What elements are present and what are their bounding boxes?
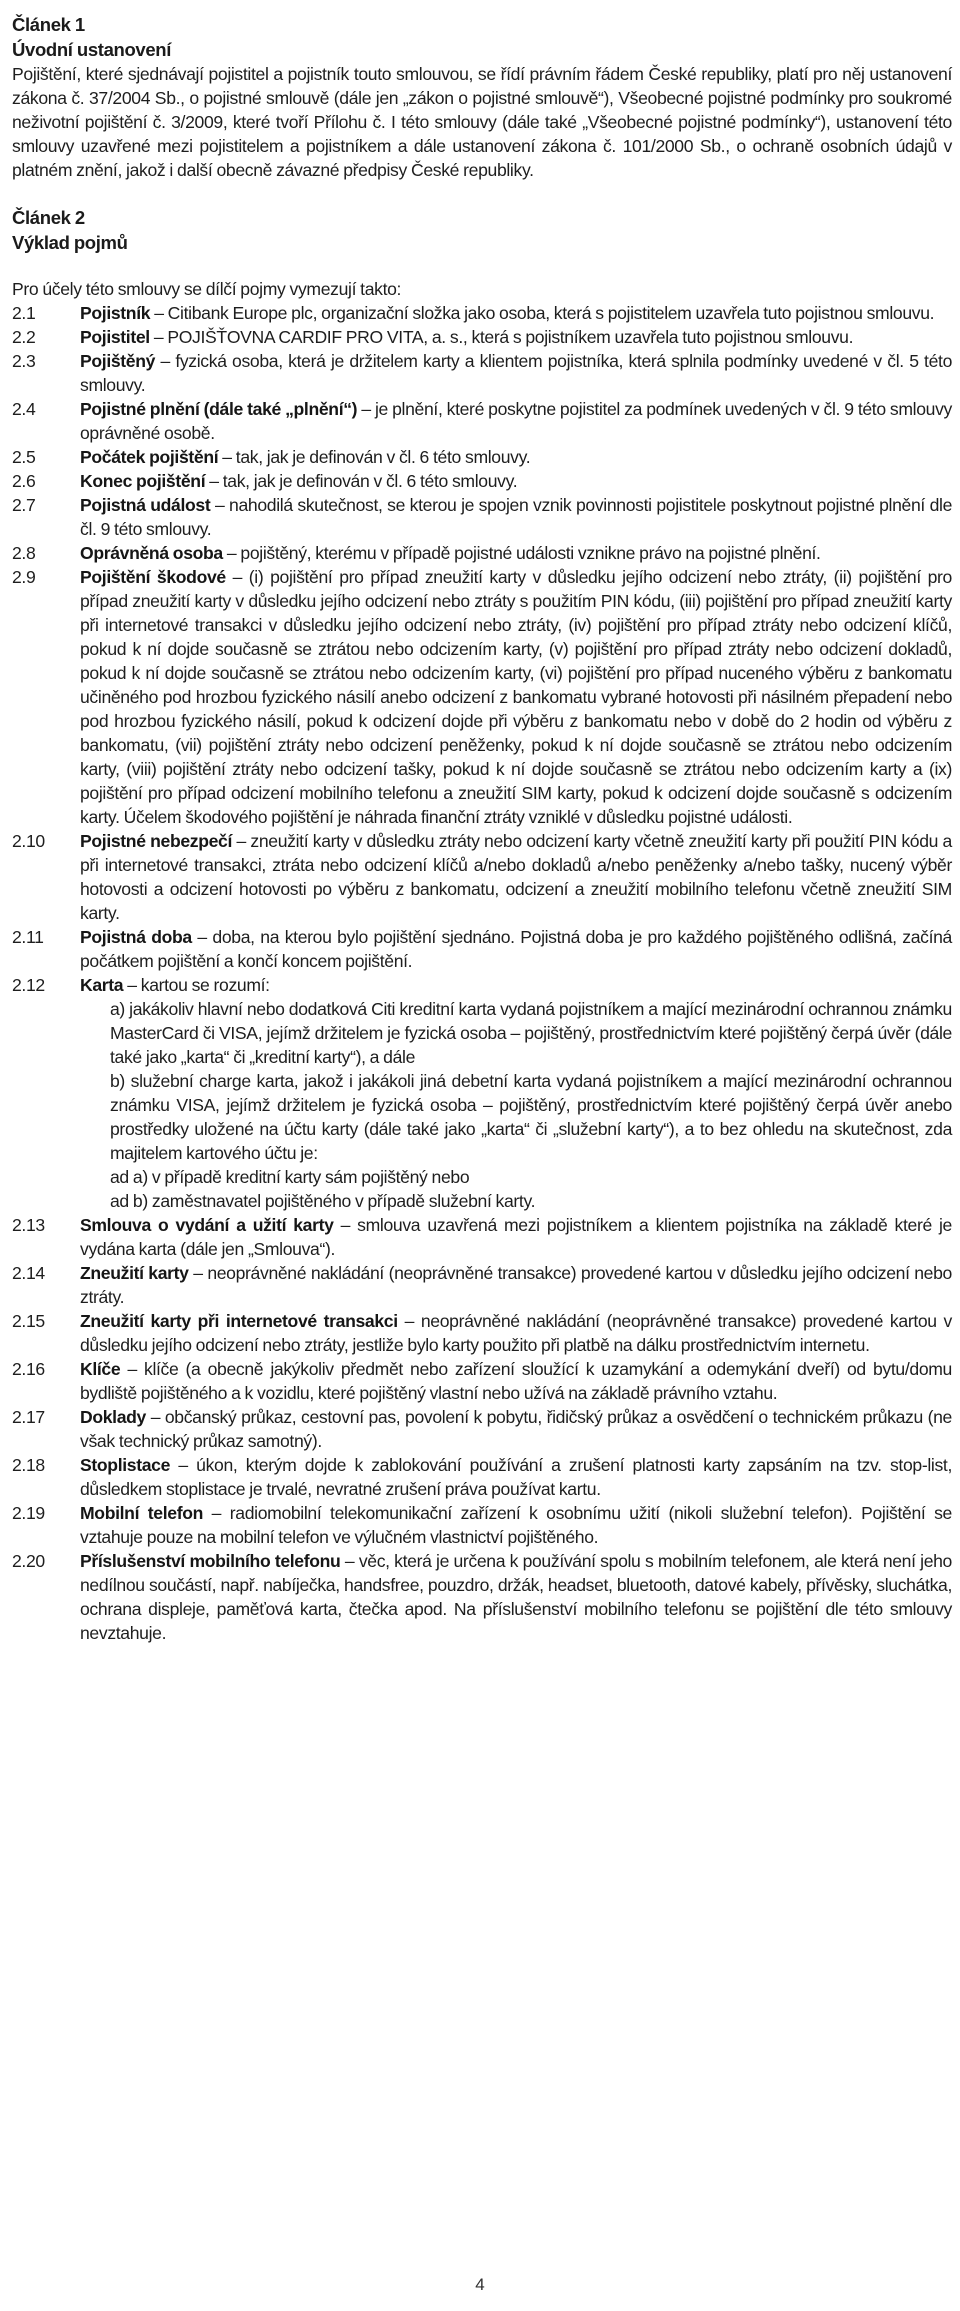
definition-term: Pojištěný xyxy=(80,351,156,371)
definition-text: – Citibank Europe plc, organizační složka jako osoba, která s pojistitelem uzavřela tuto pojistnou smlouvu. xyxy=(150,303,935,323)
article-2-title: Článek 2 xyxy=(12,207,85,228)
definition-number: 2.12 xyxy=(12,975,45,995)
definition-item xyxy=(12,493,952,541)
definition-text: – úkon, kterým dojde k zablokování používání a zrušení platnosti karty zapsáním na tzv. stop-list, důsledkem stoplistace je trvalé, nevratné zrušení práva používat kartu. xyxy=(80,1455,952,1499)
definition-text: – POJIŠŤOVNA CARDIF PRO VITA, a. s., která s pojistníkem uzavřela tuto pojistnou smlouvu. xyxy=(149,327,854,347)
definition-item xyxy=(12,829,952,925)
definition-number: 2.17 xyxy=(12,1407,45,1427)
definition-body xyxy=(80,469,952,493)
definition-body xyxy=(80,1213,952,1261)
definition-item xyxy=(12,301,952,325)
definition-number: 2.5 xyxy=(12,447,36,467)
page-number: 4 xyxy=(475,2275,485,2294)
definition-number: 2.19 xyxy=(12,1503,45,1523)
article-1-text: Pojištění, které sjednávají pojistitel a pojistník touto smlouvou, se řídí právním řádem České republiky, platí pro něj ustanovení zákona č. 37/2004 Sb., o pojistné smlouvě (dále jen „zákon o pojistné smlouvě“), Všeobecné pojistné podmínky pro soukromé neživotní pojištění č. 3/2009, které tvoří Přílohu č. I této smlouvy (dále také „Všeobecné pojistné podmínky“), ustanovení této smlouvy uzavřené mezi pojistitelem a pojistníkem a dále ustanovení zákona č. 101/2000 Sb., o ochraně osobních údajů v platném znění, jakož i další obecně závazné předpisy České republiky. xyxy=(12,64,952,180)
definition-body xyxy=(80,1261,952,1309)
definition-number: 2.13 xyxy=(12,1215,45,1235)
definition-term: Pojistná událost xyxy=(80,495,211,515)
definition-body xyxy=(80,325,952,349)
definition-term: Počátek pojištění xyxy=(80,447,219,467)
definition-number: 2.1 xyxy=(12,303,36,323)
definition-item xyxy=(12,469,952,493)
definition-text: – občanský průkaz, cestovní pas, povolení k pobytu, řidičský průkaz a osvědčení o technickém průkazu (ne však technický průkaz samotný). xyxy=(80,1407,952,1451)
definition-term: Pojistné plnění (dále také „plnění“) xyxy=(80,399,358,419)
definition-body xyxy=(80,445,952,469)
definition-number: 2.14 xyxy=(12,1263,45,1283)
definition-text: – věc, která je určena k používání spolu s mobilním telefonem, ale která není jeho nedílnou součástí, např. nabíječka, handsfree, pouzdro, držák, headset, bluetooth, datové kabely, přívěsky, sluchátka, ochrana displeje, paměťová karta, čtečka apod. Na příslušenství mobilního telefonu se pojištění dle této smlouvy nevztahuje. xyxy=(80,1551,952,1643)
definition-text: – klíče (a obecně jakýkoliv předmět nebo zařízení sloužící k uzamykání a odemykání dveří) od bytu/domu bydliště pojištěného a k vozidlu, které pojištěný vlastní nebo užívá na základě právního vztahu. xyxy=(80,1359,952,1403)
article-2-intro: Pro účely této smlouvy se dílčí pojmy vymezují takto: xyxy=(12,279,402,299)
definition-item xyxy=(12,565,952,829)
definition-body xyxy=(80,1309,952,1357)
definition-body xyxy=(80,301,952,325)
karta-item-a: a) jakákoliv hlavní nebo dodatková Citi kreditní karta vydaná pojistníkem a mající mezinárodní ochrannou známku MasterCard či VISA, jejímž držitelem je fyzická osoba – pojištěný, prostřednictvím které pojištěný čerpá úvěr (dále také jako „karta“ či „kreditní karty“), a dále xyxy=(110,999,952,1067)
definition-term: Stoplistace xyxy=(80,1455,171,1475)
definition-text: – doba, na kterou bylo pojištění sjednáno. Pojistná doba je pro každého pojištěného odlišná, začíná počátkem pojištění a končí koncem pojištění. xyxy=(80,927,952,971)
definition-body xyxy=(80,397,952,445)
definition-term: Příslušenství mobilního telefonu xyxy=(80,1551,341,1571)
definition-term: Pojistitel xyxy=(80,327,150,347)
definition-text: – radiomobilní telekomunikační zařízení k osobnímu užití (nikoli služební telefon). Pojištění se vztahuje pouze na mobilní telefon ve výlučném vlastnictví pojištěného. xyxy=(80,1503,952,1547)
definition-body xyxy=(80,349,952,397)
definition-text: – pojištěný, kterému v případě pojistné události vznikne právo na pojistné plnění. xyxy=(222,543,821,563)
karta-item-b-b: ad b) zaměstnavatel pojištěného v případě služební karty. xyxy=(110,1191,536,1211)
article-1-title: Článek 1 xyxy=(12,14,85,35)
definition-item xyxy=(12,1357,952,1405)
definition-number: 2.4 xyxy=(12,399,36,419)
definition-body xyxy=(80,541,952,565)
definition-number: 2.11 xyxy=(12,927,44,947)
definition-text: – nahodilá skutečnost, se kterou je spojen vznik povinnosti pojistitele poskytnout pojistné plnění dle čl. 9 této smlouvy. xyxy=(80,495,953,539)
definition-body xyxy=(80,493,952,541)
definition-item xyxy=(12,1453,952,1501)
definition-term: Pojistná doba xyxy=(80,927,192,947)
definition-number: 2.8 xyxy=(12,543,36,563)
definition-body xyxy=(80,1549,952,1645)
definition-number: 2.2 xyxy=(12,327,36,347)
definition-term: Klíče xyxy=(80,1359,121,1379)
definition-body xyxy=(80,1453,952,1501)
definition-item xyxy=(12,1309,952,1357)
definition-term: Pojistník xyxy=(80,303,151,323)
article-2-subtitle: Výklad pojmů xyxy=(12,232,128,253)
definition-item xyxy=(12,1501,952,1549)
definition-body xyxy=(80,1357,952,1405)
definition-body xyxy=(80,925,952,973)
definition-term: Smlouva o vydání a užití karty xyxy=(80,1215,334,1235)
definition-text: – je plnění, které poskytne pojistitel za podmínek uvedených v čl. 9 této smlouvy oprávněné osobě. xyxy=(80,399,952,443)
article-1-subtitle: Úvodní ustanovení xyxy=(12,39,172,60)
definition-item xyxy=(12,1213,952,1261)
document-page xyxy=(12,12,952,1645)
definition-item xyxy=(12,1405,952,1453)
definition-body xyxy=(80,565,952,829)
definition-item xyxy=(12,925,952,973)
definition-number: 2.16 xyxy=(12,1359,45,1379)
definition-text: – kartou se rozumí: xyxy=(123,975,270,995)
definition-text: – neoprávněné nakládání (neoprávněné transakce) provedené kartou v důsledku jejího odcizení nebo ztráty, jestliže bylo karty použito při platbě na dálku prostřednictvím internetu. xyxy=(80,1311,952,1355)
definition-term: Konec pojištění xyxy=(80,471,206,491)
definition-number: 2.20 xyxy=(12,1551,45,1571)
definition-term: Oprávněná osoba xyxy=(80,543,223,563)
definition-item xyxy=(12,1261,952,1309)
definition-number: 2.7 xyxy=(12,495,36,515)
definitions-list xyxy=(12,301,952,1645)
definition-term: Karta xyxy=(80,975,124,995)
definition-item xyxy=(12,541,952,565)
definition-number: 2.3 xyxy=(12,351,36,371)
definition-term: Zneužití karty při internetové transakci xyxy=(80,1311,398,1331)
definition-item-karta xyxy=(12,973,952,997)
definition-term: Pojistné nebezpečí xyxy=(80,831,233,851)
definition-item xyxy=(12,397,952,445)
definition-text: – zneužití karty v důsledku ztráty nebo odcizení karty včetně zneužití karty při použití PIN kódu a při internetové transakci, ztráta nebo odcizení klíčů a/nebo dokladů a/nebo peněženky a/nebo tašky, nucený výběr hotovosti a odcizení hotovosti po výběru z bankomatu, odcizení a zneužití mobilního telefonu včetně zneužití SIM karty. xyxy=(80,831,952,923)
karta-item-b: b) služební charge karta, jakož i jakákoli jiná debetní karta vydaná pojistníkem a mající mezinárodní ochrannou známku VISA, jejímž držitelem je fyzická osoba – pojištěný, prostřednictvím které pojištěný čerpá úvěr anebo prostředky uložené na účtu karty (dále také jako „karta“ či „služební karty“), a to bez ohledu na skutečnost, zda majitelem kartového účtu je: xyxy=(110,1071,952,1163)
definition-term: Mobilní telefon xyxy=(80,1503,203,1523)
definition-item xyxy=(12,1549,952,1645)
definition-text: – tak, jak je definován v čl. 6 této smlouvy. xyxy=(205,471,518,491)
definition-number: 2.15 xyxy=(12,1311,45,1331)
definition-item xyxy=(12,349,952,397)
definition-number: 2.18 xyxy=(12,1455,45,1475)
definition-body xyxy=(80,829,952,925)
karta-item-b-a: ad a) v případě kreditní karty sám pojištěný nebo xyxy=(110,1167,470,1187)
definition-item xyxy=(12,325,952,349)
definition-term: Doklady xyxy=(80,1407,146,1427)
definition-number: 2.9 xyxy=(12,567,36,587)
definition-number: 2.6 xyxy=(12,471,36,491)
definition-text: – neoprávněné nakládání (neoprávněné transakce) provedené kartou v důsledku jejího odcizení nebo ztráty. xyxy=(80,1263,952,1307)
definition-body xyxy=(80,1405,952,1453)
definition-text: – smlouva uzavřená mezi pojistníkem a klientem pojistníka na základě které je vydána karta (dále jen „Smlouva“). xyxy=(80,1215,952,1259)
definition-text: – fyzická osoba, která je držitelem karty a klientem pojistníka, která splnila podmínky uvedené v čl. 5 této smlouvy. xyxy=(80,351,952,395)
definition-body xyxy=(80,1501,952,1549)
definition-body xyxy=(80,973,952,997)
definition-text: – tak, jak je definován v čl. 6 této smlouvy. xyxy=(218,447,531,467)
definition-text: – (i) pojištění pro případ zneužití karty v důsledku jejího odcizení nebo ztráty, (ii) pojištění pro případ zneužití karty v důsledku jejího odcizení nebo ztráty s použitím PIN kódu, (iii) pojištění pro případ zneužití karty při internetové transakci v důsledku jejího odcizení nebo ztráty, (iv) pojištění pro případ ztráty nebo odcizení klíčů, pokud k ní dojde současně se ztrátou nebo odcizením karty, (v) pojištění pro případ ztráty nebo odcizení dokladů, pokud k ní dojde současně se ztrátou nebo odcizením karty, (vi) pojištění pro případ nuceného výběru z bankomatu učiněného pod hrozbou fyzického násilí anebo odcizení z bankomatu vybrané hotovosti při násilném přepadení nebo pod hrozbou fyzického násilí, pokud k odcizení dojde při výběru z bankomatu nebo v době do 2 hodin od výběru z bankomatu, (vii) pojištění ztráty nebo odcizení peněženky, pokud k ní dojde současně se ztrátou nebo odcizením karty, (viii) pojištění ztráty nebo odcizení tašky, pokud k ní dojde současně se ztrátou nebo odcizením karty a (ix) pojištění pro případ odcizení mobilního telefonu a zneužití SIM karty, pokud k odcizení dojde současně s odcizením karty. Účelem škodového pojištění je náhrada finanční ztráty vzniklé v důsledku pojistné události. xyxy=(80,567,952,827)
definition-term: Pojištění škodové xyxy=(80,567,226,587)
definition-item xyxy=(12,445,952,469)
definition-number: 2.10 xyxy=(12,831,45,851)
definition-term: Zneužití karty xyxy=(80,1263,189,1283)
